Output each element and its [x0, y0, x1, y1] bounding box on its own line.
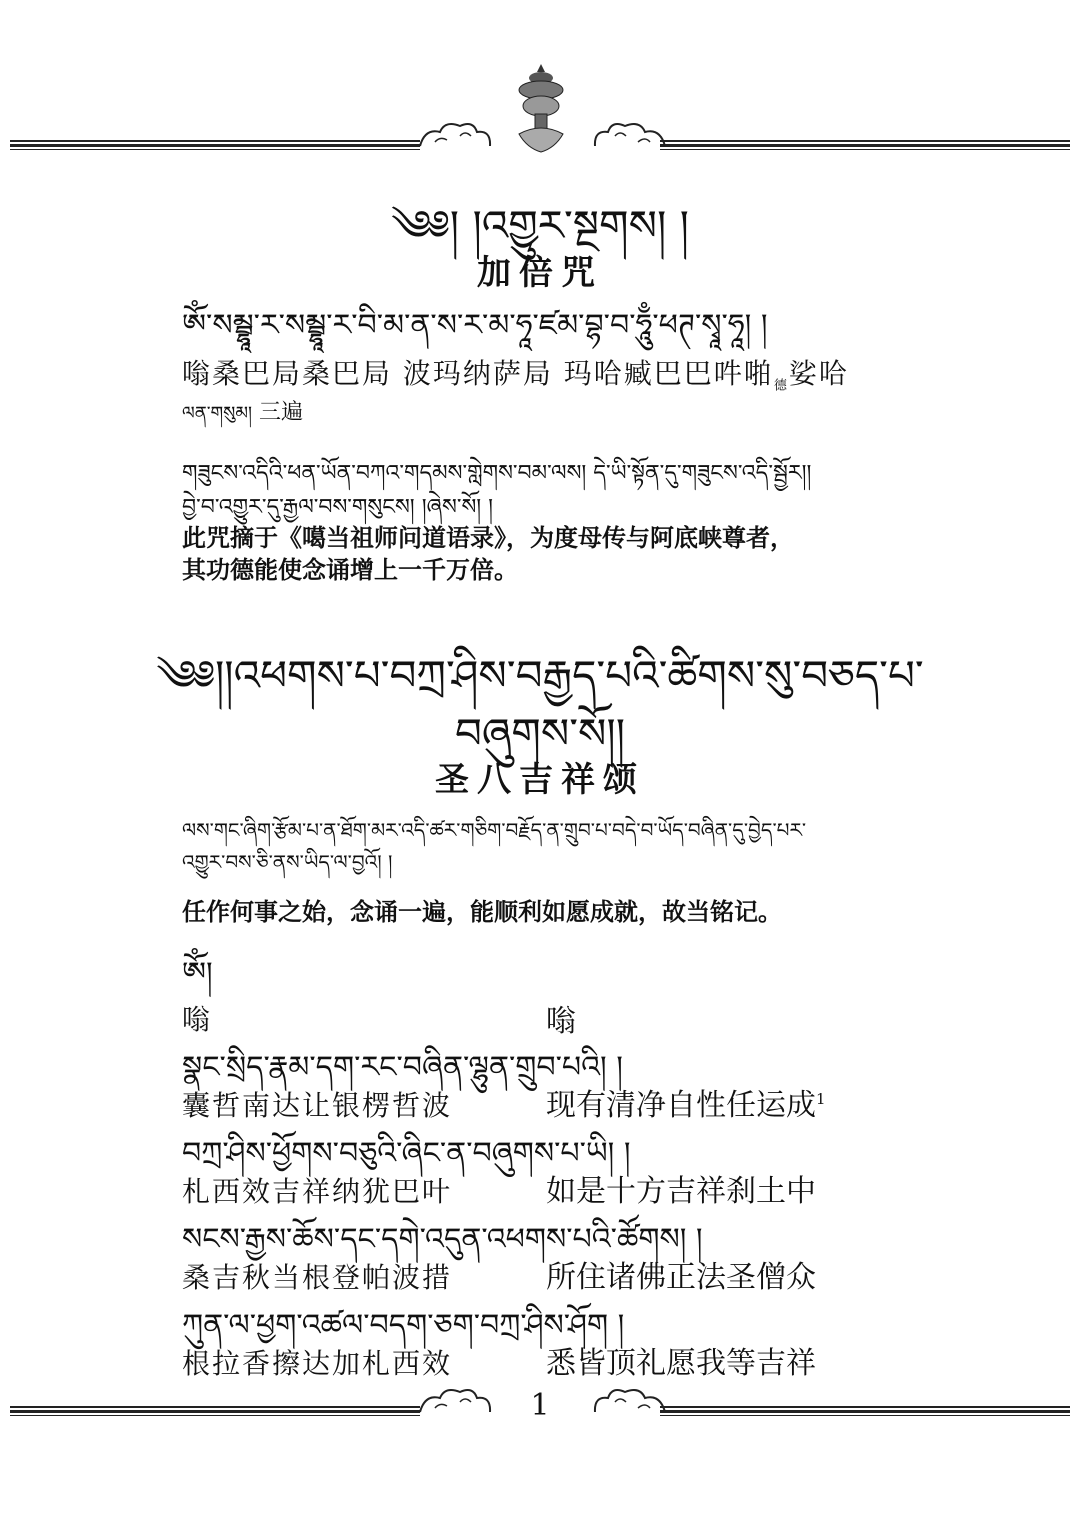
section1-chinese-title: 加倍咒	[477, 253, 603, 293]
top-rule-left	[10, 140, 420, 150]
repeat-note	[182, 394, 303, 444]
verse-tibetan: ཀུན་ལ་ཕྱག་འཚལ་བདག་ཅག་བཀྲ་ཤིས་ཤོག །	[182, 1308, 625, 1343]
om-translit: 嗡	[182, 1003, 213, 1036]
verse-translation-text: 现有清净自性任运成	[546, 1088, 816, 1123]
mantra-chinese	[182, 352, 849, 394]
verse-translation: 悉皆顶礼愿我等吉祥	[546, 1346, 816, 1381]
verse-translit: 囊哲南达让银楞哲波	[182, 1089, 453, 1122]
section2-chinese-title: 圣八吉祥颂	[435, 760, 645, 800]
mantra-chinese-end: 娑哈	[788, 357, 849, 390]
verse-translation	[546, 1080, 826, 1124]
verse-translation: 如是十方吉祥刹土中	[546, 1174, 816, 1209]
om-tibetan: ཨོཾ།	[182, 956, 213, 991]
stupa-ornament-icon	[505, 62, 577, 158]
footnote-marker[interactable]: 1	[816, 1090, 826, 1108]
mantra-chinese-sub: 德	[773, 378, 789, 394]
om-translation: 嗡	[546, 1004, 576, 1039]
verse-translation: 所住诸佛正法圣僧众	[546, 1260, 816, 1295]
note-chinese-line-1: 此咒摘于《噶当祖师问道语录》，为度母传与阿底峡尊者，	[182, 524, 794, 552]
verse-tibetan: བཀྲ་ཤིས་ཕྱོགས་བཅུའི་ཞིང་ན་བཞུགས་པ་ཡི། །	[182, 1136, 631, 1171]
top-rule-right	[660, 140, 1070, 150]
section2-tibetan-title-line-1: ༄༅།།འཕགས་པ་བཀྲ་ཤིས་བརྒྱད་པའི་ཚིགས་སུ་བཅད་པ་	[156, 651, 924, 700]
verse-tibetan: སྣང་སྲིད་རྣམ་དག་རང་བཞིན་ལྷུན་གྲུབ་པའི། །	[182, 1050, 623, 1085]
cloud-ornament-icon	[415, 118, 495, 154]
verse-translit: 根拉香擦达加札西效	[182, 1347, 453, 1380]
intro-tibetan-line-2: འགྱུར་བས་ཅི་ནས་ཡིད་ལ་བྱའོ། །	[182, 850, 393, 874]
repeat-chinese: 三遍	[258, 400, 303, 425]
note-chinese-line-2: 其功德能使念诵增上一千万倍。	[182, 556, 518, 584]
mantra-tibetan: ཨོཾ་སམྦྷཱ་ར་སམྦྷཱ་ར་བི་མ་ན་ས་ར་མ་ཧཱ་ཛམ་བྷ་བ་ཧཱུྃ་ཕཊ་སྭཱ་ཧཱ། །	[182, 308, 768, 343]
verse-translit: 札西效吉祥纳犹巴叶	[182, 1175, 453, 1208]
cloud-ornament-icon	[590, 118, 670, 154]
section2-tibetan-title-line-2: བཞུགས་སོ།།	[454, 709, 626, 758]
section1-tibetan-title: ༄༅། །འགྱུར་སྔགས། །	[391, 201, 689, 250]
note-tibetan-line-1: གཟུངས་འདིའི་ཕན་ཡོན་བཀའ་གདམས་གླེགས་བམ་ལས། དེ་ཡི་སྟོན་དུ་གཟུངས་འདི་སྦྱོར།།	[182, 461, 812, 486]
page-number: 1	[530, 1388, 550, 1423]
mantra-chinese-main: 嗡桑巴局桑巴局 波玛纳萨局 玛哈臧巴巴吽啪	[182, 357, 774, 390]
repeat-tibetan: ལན་གསུམ།	[182, 403, 252, 424]
verse-translit: 桑吉秋当根登帕波措	[182, 1261, 453, 1294]
intro-tibetan-line-1: ལས་གང་ཞིག་རྩོམ་པ་ན་ཐོག་མར་འདི་ཚར་གཅིག་བརྗོད་ན་གྲུབ་པ་བདེ་བ་ཡོད་བཞིན་དུ་བྱེད་པར་	[182, 818, 807, 842]
intro-chinese: 任作何事之始，念诵一遍，能顺利如愿成就，故当铭记。	[182, 898, 782, 926]
verse-tibetan: སངས་རྒྱས་ཆོས་དང་དགེ་འདུན་འཕགས་པའི་ཚོགས། །	[182, 1222, 703, 1257]
note-tibetan-line-2: བྱེ་བ་འགྱུར་དུ་རྒྱལ་བས་གསུངས། །ཞེས་སོ། །	[182, 495, 494, 520]
